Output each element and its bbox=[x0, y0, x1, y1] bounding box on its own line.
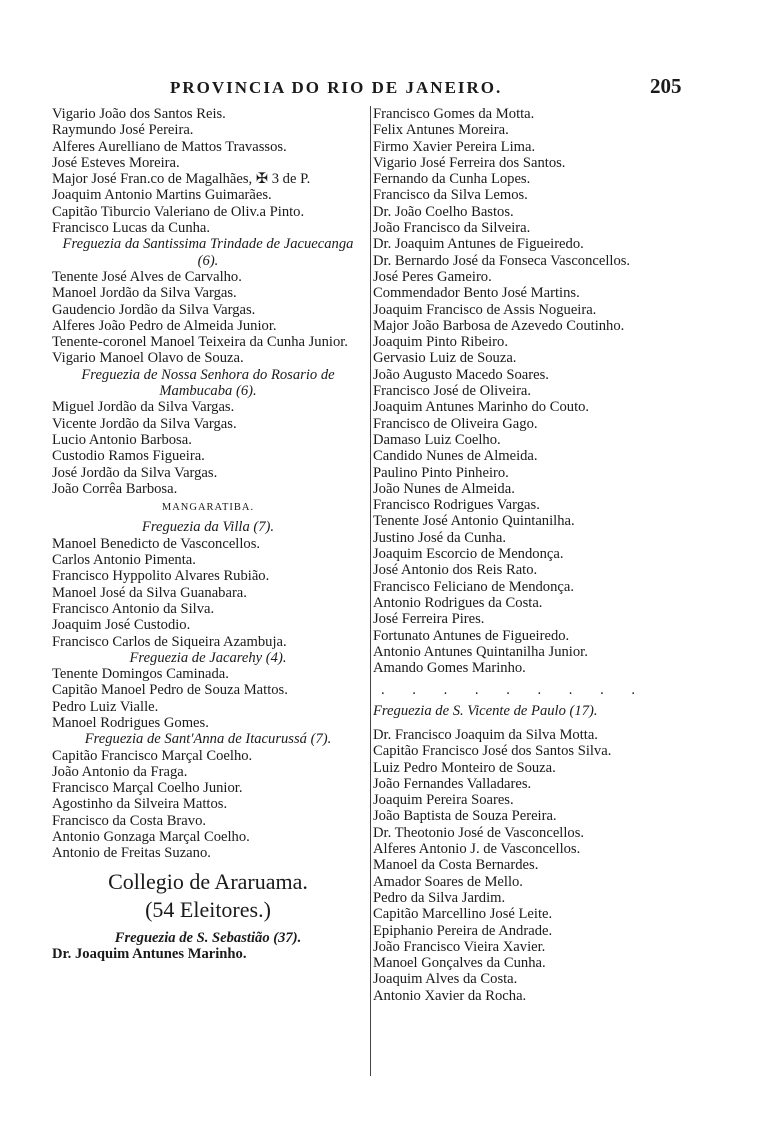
entry-line: Raymundo José Pereira. bbox=[52, 122, 194, 139]
entry-line: Agostinho da Silveira Mattos. bbox=[52, 796, 228, 813]
entry-line: Antonio Xavier da Rocha. bbox=[373, 987, 527, 1004]
vicente-list bbox=[373, 727, 689, 1004]
entry-line: Vigario José Ferreira dos Santos. bbox=[373, 154, 566, 171]
entry-line: Manoel da Costa Bernardes. bbox=[373, 857, 539, 874]
entry-line: Paulino Pinto Pinheiro. bbox=[373, 464, 509, 481]
entry-line: Dr. Joaquim Antunes Marinho. bbox=[52, 945, 247, 962]
entry-line: Francisco da Costa Bravo. bbox=[52, 812, 207, 829]
entry-line: Tenente-coronel Manoel Teixeira da Cunha Junior. bbox=[52, 334, 348, 351]
entry-line: Dr. Joaquim Antunes de Figueiredo. bbox=[373, 236, 584, 253]
entry-line: Antonio Antunes Quintanilha Junior. bbox=[373, 643, 588, 660]
trindade-list bbox=[52, 269, 364, 367]
entry-line: Dr. Francisco Joaquim da Silva Motta. bbox=[373, 726, 598, 743]
left-column bbox=[52, 106, 364, 962]
entry-line: Justino José da Cunha. bbox=[373, 529, 506, 546]
entry-line: Manoel Gonçalves da Cunha. bbox=[373, 955, 546, 972]
entry-line: João Corrêa Barbosa. bbox=[52, 480, 178, 497]
entry-line: Francisco Marçal Coelho Junior. bbox=[52, 780, 243, 797]
entry-line: Francisco Hyppolito Alvares Rubião. bbox=[52, 568, 270, 585]
entry-line: Manoel José da Silva Guanabara. bbox=[52, 584, 247, 601]
page-header bbox=[0, 72, 768, 102]
entry-line: Joaquim Antunes Marinho do Couto. bbox=[373, 399, 590, 416]
entry-line: Dr. Theotonio José de Vasconcellos. bbox=[373, 824, 585, 841]
section-mangaratiba: MANGARATIBA. bbox=[161, 502, 255, 514]
entry-line: Francisco Feliciano de Mendonça. bbox=[373, 578, 575, 595]
entry-line: Fernando da Cunha Lopes. bbox=[373, 171, 531, 188]
entry-line: Francisco Gomes da Motta. bbox=[373, 106, 535, 122]
entry-line: Dr. Bernardo José da Fonseca Vasconcellos. bbox=[373, 252, 631, 269]
entry-line: Candido Nunes de Almeida. bbox=[373, 448, 538, 465]
heading-jacarehy: Freguezia de Jacarehy (4). bbox=[129, 649, 287, 666]
entry-line: Custodio Ramos Figueira. bbox=[52, 448, 205, 465]
sebastiao-list bbox=[52, 946, 364, 962]
ellipsis-dots: . . . . . . . . . bbox=[381, 682, 648, 699]
entry-line: Vigario Manoel Olavo de Souza. bbox=[52, 350, 244, 367]
entry-line: João Augusto Macedo Soares. bbox=[373, 366, 549, 383]
entry-line: Pedro Luiz Vialle. bbox=[52, 698, 159, 715]
entry-line: Amador Soares de Mello. bbox=[373, 873, 523, 890]
entry-line: José Ferreira Pires. bbox=[373, 611, 485, 628]
entry-line: Francisco de Oliveira Gago. bbox=[373, 415, 538, 432]
entry-line: Gervasio Luiz de Souza. bbox=[373, 350, 517, 367]
entry-line: Joaquim Alves da Costa. bbox=[373, 971, 518, 988]
entry-line: Manoel Rodrigues Gomes. bbox=[52, 714, 209, 731]
entry-line: Manoel Jordão da Silva Vargas. bbox=[52, 285, 237, 302]
entry-line: Fortunato Antunes de Figueiredo. bbox=[373, 627, 570, 644]
right-column bbox=[370, 106, 689, 1076]
entry-line: Manoel Benedicto de Vasconcellos. bbox=[52, 535, 261, 552]
entry-line: Antonio Gonzaga Marçal Coelho. bbox=[52, 829, 250, 846]
entry-line: Antonio de Freitas Suzano. bbox=[52, 845, 211, 862]
heading-sebastiao: Freguezia de S. Sebastião (37). bbox=[114, 929, 302, 946]
running-title: PROVINCIA DO RIO DE JANEIRO. bbox=[170, 78, 503, 97]
entry-line: João Baptista de Souza Pereira. bbox=[373, 808, 557, 825]
entry-line: João Antonio da Fraga. bbox=[52, 763, 188, 780]
entry-line: Pedro da Silva Jardim. bbox=[373, 889, 506, 906]
page-number: 205 bbox=[650, 74, 682, 98]
entry-line: Epiphanio Pereira de Andrade. bbox=[373, 922, 553, 939]
entry-line: Joaquim Pereira Soares. bbox=[373, 792, 514, 809]
entry-line: Joaquim Pinto Ribeiro. bbox=[373, 334, 508, 351]
itacurussa-list bbox=[52, 748, 364, 862]
entry-line: Antonio Rodrigues da Costa. bbox=[373, 594, 543, 611]
entry-line: Francisco José de Oliveira. bbox=[373, 383, 532, 400]
entry-line: José Esteves Moreira. bbox=[52, 154, 180, 171]
jacarehy-list bbox=[52, 666, 364, 731]
entry-line: Capitão Francisco Marçal Coelho. bbox=[52, 747, 253, 764]
heading-itacurussa: Freguezia de Sant'Anna de Itacurussá (7). bbox=[84, 731, 332, 748]
entry-line: Dr. João Coelho Bastos. bbox=[373, 203, 514, 220]
spacer bbox=[373, 719, 689, 727]
entry-line: Francisco Antonio da Silva. bbox=[52, 600, 215, 617]
entry-line: Felix Antunes Moreira. bbox=[373, 122, 509, 139]
entry-line: José Antonio dos Reis Rato. bbox=[373, 562, 538, 579]
heading-vicente: Freguezia de S. Vicente de Paulo (17). bbox=[373, 702, 598, 719]
right-top-list bbox=[373, 106, 689, 676]
entry-line: Capitão Francisco José dos Santos Silva. bbox=[373, 743, 612, 760]
entry-line: Amando Gomes Marinho. bbox=[373, 660, 526, 677]
entry-line: Alferes Antonio J. de Vasconcellos. bbox=[373, 841, 581, 858]
entry-line: Vicente Jordão da Silva Vargas. bbox=[52, 415, 237, 432]
entry-line: João Fernandes Valladares. bbox=[373, 775, 532, 792]
entry-line: Alferes Aurelliano de Mattos Travassos. bbox=[52, 138, 287, 155]
villa-list bbox=[52, 536, 364, 650]
entry-line: Commendador Bento José Martins. bbox=[373, 285, 580, 302]
entry-line: Francisco Lucas da Cunha. bbox=[52, 220, 211, 237]
entry-line: Gaudencio Jordão da Silva Vargas. bbox=[52, 301, 256, 318]
entry-line: Tenente José Antonio Quintanilha. bbox=[373, 513, 575, 530]
entry-line: Luiz Pedro Monteiro de Souza. bbox=[373, 759, 556, 776]
entry-line: Joaquim Francisco de Assis Nogueira. bbox=[373, 301, 597, 318]
heading-villa: Freguezia da Villa (7). bbox=[141, 519, 275, 536]
college-electors: (54 Eleitores.) bbox=[145, 896, 271, 922]
entry-line: Francisco Rodrigues Vargas. bbox=[373, 497, 540, 514]
heading-rosario: Freguezia de Nossa Senhora do Rosario de Mambucaba (6). bbox=[81, 366, 335, 400]
entry-line: Vigario João dos Santos Reis. bbox=[52, 106, 226, 122]
entry-line: José Jordão da Silva Vargas. bbox=[52, 464, 218, 481]
entry-line: Damaso Luiz Coelho. bbox=[373, 431, 501, 448]
entry-line: Capitão Tiburcio Valeriano de Oliv.a Pinto. bbox=[52, 203, 305, 220]
entry-line: Major João Barbosa de Azevedo Coutinho. bbox=[373, 317, 625, 334]
entry-line: Francisco Carlos de Siqueira Azambuja. bbox=[52, 633, 287, 650]
entry-line: Lucio Antonio Barbosa. bbox=[52, 431, 192, 448]
entry-line: Francisco da Silva Lemos. bbox=[373, 187, 528, 204]
entry-line: João Francisco Vieira Xavier. bbox=[373, 938, 546, 955]
college-title: Collegio de Araruama. bbox=[108, 868, 308, 894]
entry-line: João Francisco da Silveira. bbox=[373, 220, 531, 237]
entry-line: Tenente Domingos Caminada. bbox=[52, 666, 229, 683]
entry-line: Capitão Manoel Pedro de Souza Mattos. bbox=[52, 682, 288, 699]
heading-trindade: Freguezia da Santissima Trindade de Jacuecanga (6). bbox=[62, 236, 354, 269]
entry-line: Joaquim José Custodio. bbox=[52, 617, 191, 634]
entry-line: Joaquim Antonio Martins Guimarães. bbox=[52, 187, 272, 204]
rosario-list bbox=[52, 399, 364, 497]
entry-line: Alferes João Pedro de Almeida Junior. bbox=[52, 317, 277, 334]
entry-line: Major José Fran.co de Magalhães, ✠ 3 de P. bbox=[52, 171, 311, 188]
entry-line: Joaquim Escorcio de Mendonça. bbox=[373, 546, 564, 563]
entry-line: Miguel Jordão da Silva Vargas. bbox=[52, 399, 235, 416]
entry-line: Tenente José Alves de Carvalho. bbox=[52, 268, 242, 285]
left-top-list bbox=[52, 106, 364, 236]
entry-line: Firmo Xavier Pereira Lima. bbox=[373, 138, 536, 155]
entry-line: João Nunes de Almeida. bbox=[373, 480, 515, 497]
entry-line: José Peres Gameiro. bbox=[373, 268, 492, 285]
entry-line: Capitão Marcellino José Leite. bbox=[373, 906, 553, 923]
entry-line: Carlos Antonio Pimenta. bbox=[52, 552, 196, 569]
